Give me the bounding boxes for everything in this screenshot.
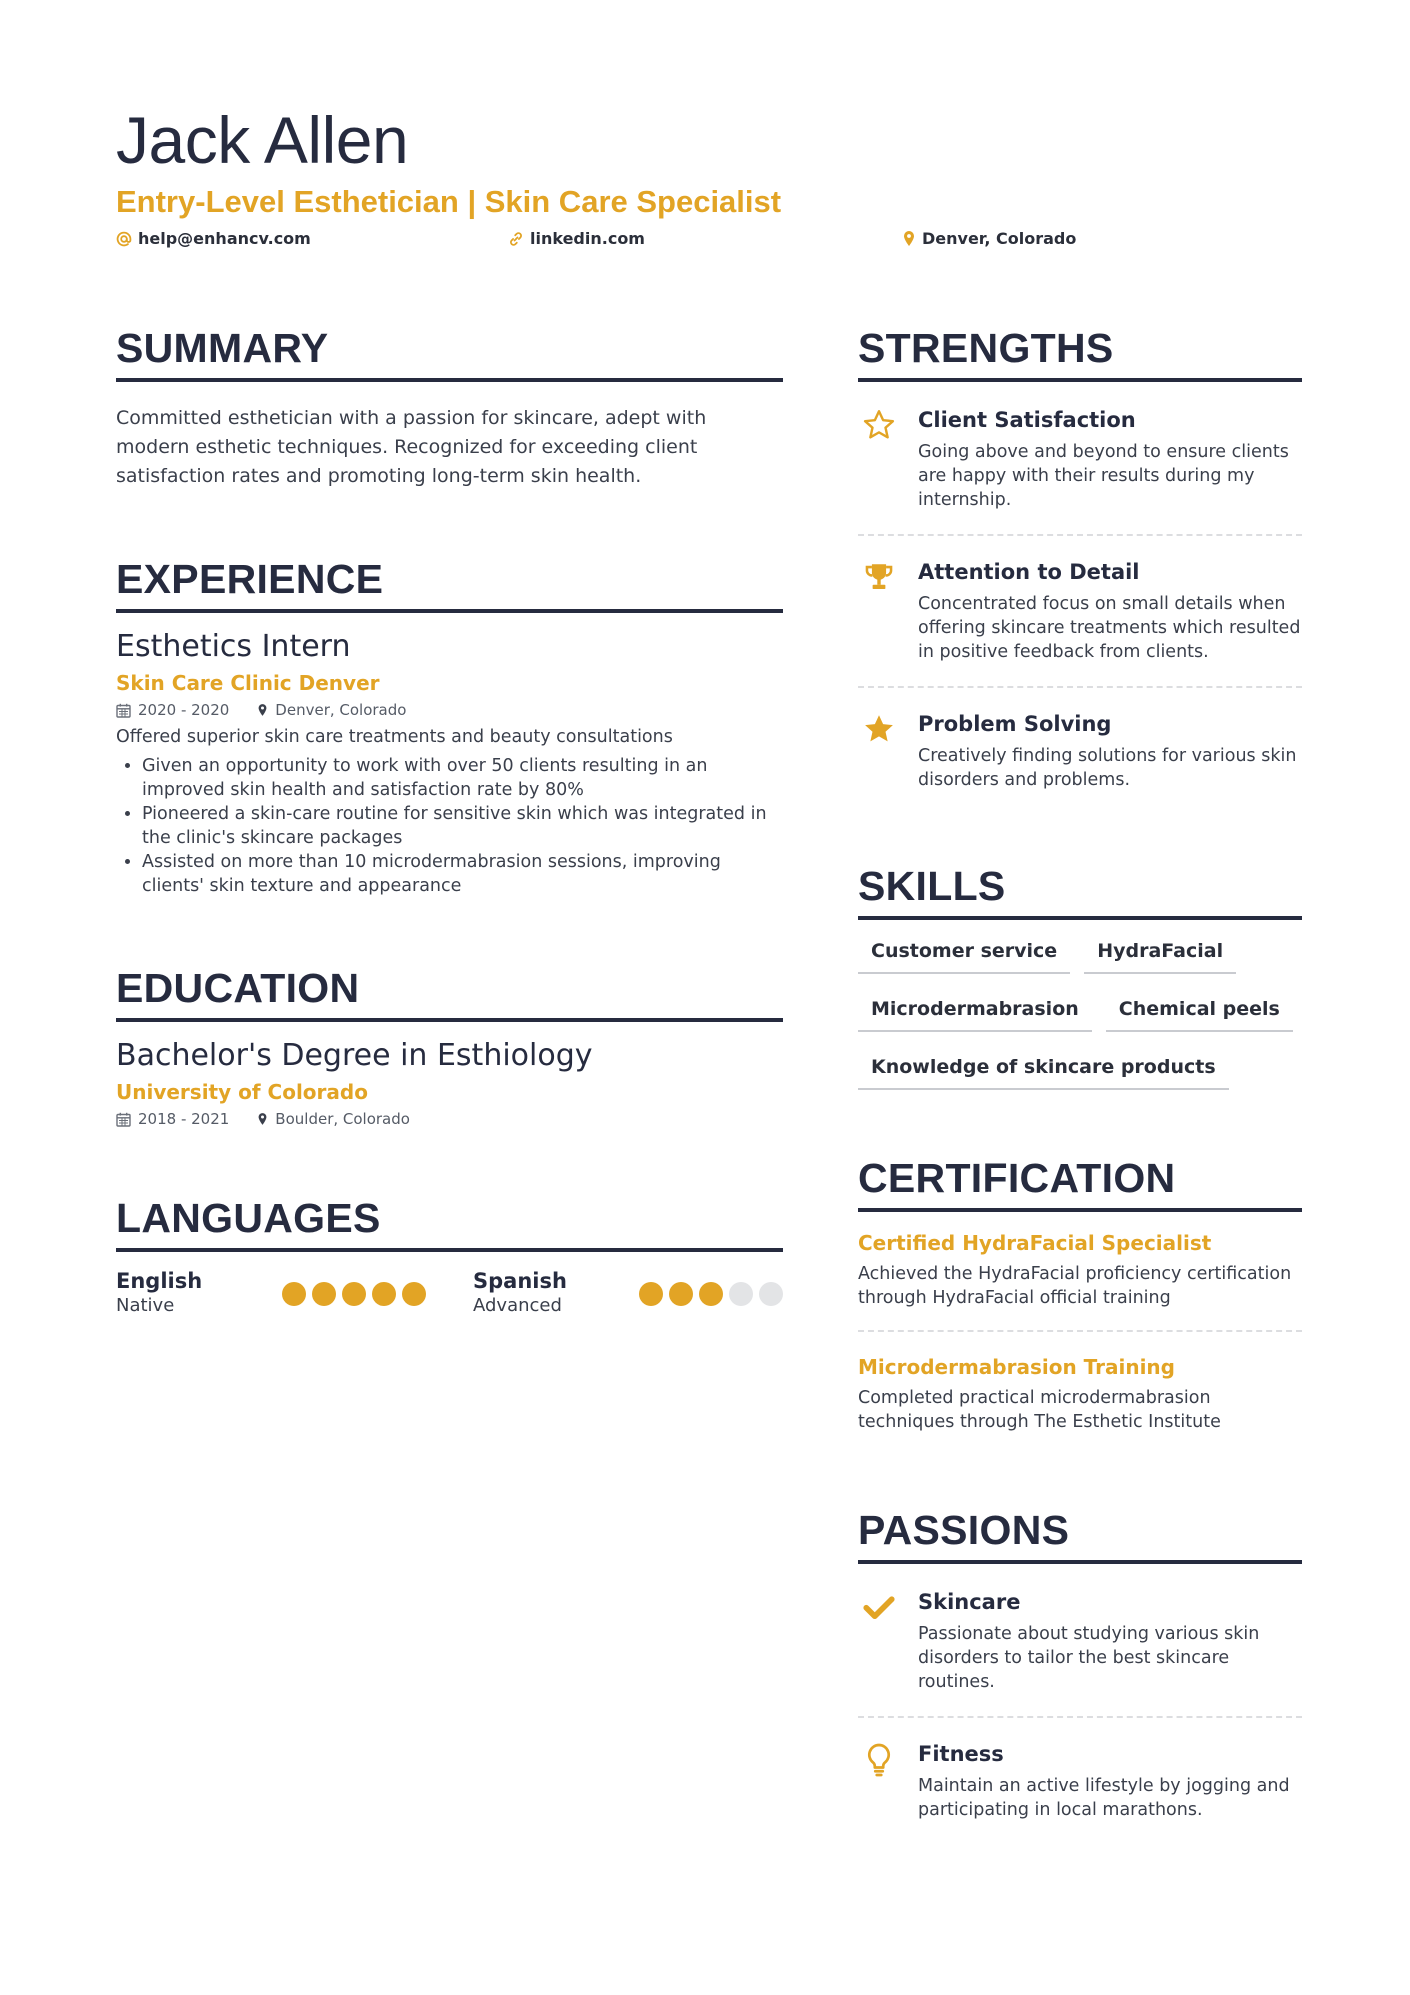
- location-pin-icon: [902, 230, 916, 247]
- certification-description: Achieved the HydraFacial proficiency certification through HydraFacial official training: [858, 1264, 1292, 1308]
- section-divider: [858, 1208, 1302, 1212]
- star-outline-icon: [862, 408, 896, 442]
- section-divider: [116, 1018, 783, 1022]
- languages-list: [116, 1268, 783, 1318]
- passion-description: Passionate about studying various skin disorders to tailor the best skincare routines.: [918, 1624, 1260, 1692]
- summary-heading: SUMMARY: [116, 325, 329, 371]
- job-bullets: [116, 754, 783, 898]
- strengths-heading: STRENGTHS: [858, 325, 1114, 371]
- passion-description: Maintain an active lifestyle by jogging and participating in local marathons.: [918, 1776, 1290, 1820]
- calendar-icon: [116, 703, 131, 718]
- rating-dot-filled: [282, 1282, 306, 1306]
- passion-item: [858, 1716, 1302, 1844]
- strength-description: Concentrated focus on small details when offering skincare treatments which resulted in positive feedback from clients.: [918, 594, 1301, 662]
- strengths-section: [858, 320, 1302, 814]
- contact-email-text: help@enhancv.com: [138, 229, 311, 248]
- certification-item: [858, 1330, 1302, 1454]
- rating-dot-filled: [342, 1282, 366, 1306]
- link-icon: [508, 231, 524, 247]
- certification-heading: CERTIFICATION: [858, 1155, 1176, 1201]
- education-heading: EDUCATION: [116, 965, 360, 1011]
- strength-description: Going above and beyond to ensure clients are happy with their results during my internship.: [918, 442, 1289, 510]
- passions-section: [858, 1502, 1302, 1844]
- education-section: [116, 960, 783, 1128]
- experience-entry: [116, 627, 783, 898]
- language-spanish: [473, 1268, 783, 1318]
- degree-title: Bachelor's Degree in Esthiology: [116, 1038, 593, 1073]
- at-icon: [116, 231, 132, 247]
- contact-bar: [0, 229, 1410, 253]
- section-divider: [116, 1248, 783, 1252]
- passion-title: Fitness: [918, 1742, 1004, 1766]
- strength-title: Problem Solving: [918, 712, 1112, 736]
- languages-section: [116, 1190, 783, 1318]
- certification-description: Completed practical microdermabrasion techniques through The Esthetic Institute: [858, 1388, 1221, 1432]
- language-name: Spanish: [473, 1269, 567, 1293]
- list-item: • Assisted on more than 10 microdermabrasion sessions, improving clients' skin texture and appearance: [142, 850, 783, 898]
- contact-location-text: Denver, Colorado: [922, 229, 1077, 248]
- job-title: Esthetics Intern: [116, 629, 351, 664]
- certification-item: [858, 1230, 1302, 1330]
- location-pin-icon: [257, 703, 268, 717]
- trophy-icon: [862, 560, 896, 594]
- education-dates: [116, 1110, 229, 1128]
- rating-dot-filled: [639, 1282, 663, 1306]
- job-dates: [116, 701, 229, 719]
- list-item: • Given an opportunity to work with over 50 clients resulting in an improved skin health and satisfaction rate by 80%: [142, 754, 783, 802]
- section-divider: [858, 378, 1302, 382]
- skills-list: [858, 934, 1302, 1090]
- rating-dot-filled: [669, 1282, 693, 1306]
- contact-linkedin-text: linkedin.com: [530, 229, 645, 248]
- rating-dot-filled: [402, 1282, 426, 1306]
- certification-section: [858, 1150, 1302, 1454]
- education-dates-text: 2018 - 2021: [138, 1110, 230, 1128]
- experience-section: [116, 551, 783, 898]
- education-location-text: Boulder, Colorado: [275, 1110, 410, 1128]
- experience-heading: EXPERIENCE: [116, 556, 384, 602]
- language-english: [116, 1268, 426, 1318]
- section-divider: [858, 916, 1302, 920]
- star-filled-icon: [862, 712, 896, 746]
- passion-title: Skincare: [918, 1590, 1021, 1614]
- school-name: University of Colorado: [116, 1080, 368, 1104]
- rating-dot-empty: [729, 1282, 753, 1306]
- skill-tag: Knowledge of skincare products: [858, 1050, 1229, 1090]
- certification-title: Certified HydraFacial Specialist: [858, 1231, 1212, 1255]
- rating-dot-filled: [312, 1282, 336, 1306]
- job-dates-text: 2020 - 2020: [138, 701, 230, 719]
- summary-section: [116, 320, 783, 491]
- language-rating: [282, 1282, 426, 1306]
- job-location-text: Denver, Colorado: [275, 701, 407, 719]
- passion-item: [858, 1584, 1302, 1716]
- rating-dot-empty: [759, 1282, 783, 1306]
- skill-tag: Chemical peels: [1106, 992, 1293, 1032]
- checkmark-icon: [862, 1590, 896, 1624]
- strength-title: Client Satisfaction: [918, 408, 1136, 432]
- skills-section: [858, 858, 1302, 1090]
- lightbulb-icon: [864, 1742, 894, 1778]
- candidate-name: Jack Allen: [116, 103, 409, 177]
- section-divider: [116, 609, 783, 613]
- right-column: [858, 320, 1302, 1844]
- skill-tag: HydraFacial: [1084, 934, 1236, 974]
- calendar-icon: [116, 1112, 131, 1127]
- education-meta: [116, 1110, 783, 1128]
- candidate-title: Entry-Level Esthetician | Skin Care Specialist: [116, 184, 782, 219]
- section-divider: [858, 1560, 1302, 1564]
- strength-item: [858, 402, 1302, 534]
- language-rating: [639, 1282, 783, 1306]
- contact-location: [902, 229, 1076, 248]
- strength-item: [858, 686, 1302, 814]
- strength-item: [858, 534, 1302, 686]
- company-name: Skin Care Clinic Denver: [116, 671, 380, 695]
- job-meta: [116, 701, 783, 719]
- rating-dot-filled: [699, 1282, 723, 1306]
- certification-title: Microdermabrasion Training: [858, 1355, 1175, 1379]
- contact-email[interactable]: [116, 229, 311, 248]
- rating-dot-filled: [372, 1282, 396, 1306]
- language-level: Advanced: [473, 1295, 562, 1316]
- list-item: • Pioneered a skin-care routine for sensitive skin which was integrated in the clinic's skincare packages: [142, 802, 783, 850]
- skills-heading: SKILLS: [858, 863, 1006, 909]
- job-location: [257, 701, 406, 719]
- language-name: English: [116, 1269, 203, 1293]
- passions-heading: PASSIONS: [858, 1507, 1070, 1553]
- skill-tag: Microdermabrasion: [858, 992, 1092, 1032]
- skill-tag: Customer service: [858, 934, 1070, 974]
- location-pin-icon: [257, 1112, 268, 1126]
- strength-title: Attention to Detail: [918, 560, 1140, 584]
- summary-text: Committed esthetician with a passion for skincare, adept with modern esthetic techniques. Recognized for exceeding client satisfaction rates and promoting long-term skin health.: [116, 407, 707, 487]
- languages-heading: LANGUAGES: [116, 1195, 381, 1241]
- left-column: [116, 320, 783, 1318]
- education-entry: [116, 1036, 783, 1128]
- language-level: Native: [116, 1295, 175, 1316]
- job-description: Offered superior skin care treatments and beauty consultations: [116, 727, 673, 747]
- contact-linkedin[interactable]: [508, 229, 645, 248]
- education-location: [257, 1110, 410, 1128]
- strength-description: Creatively finding solutions for various skin disorders and problems.: [918, 746, 1297, 790]
- section-divider: [116, 378, 783, 382]
